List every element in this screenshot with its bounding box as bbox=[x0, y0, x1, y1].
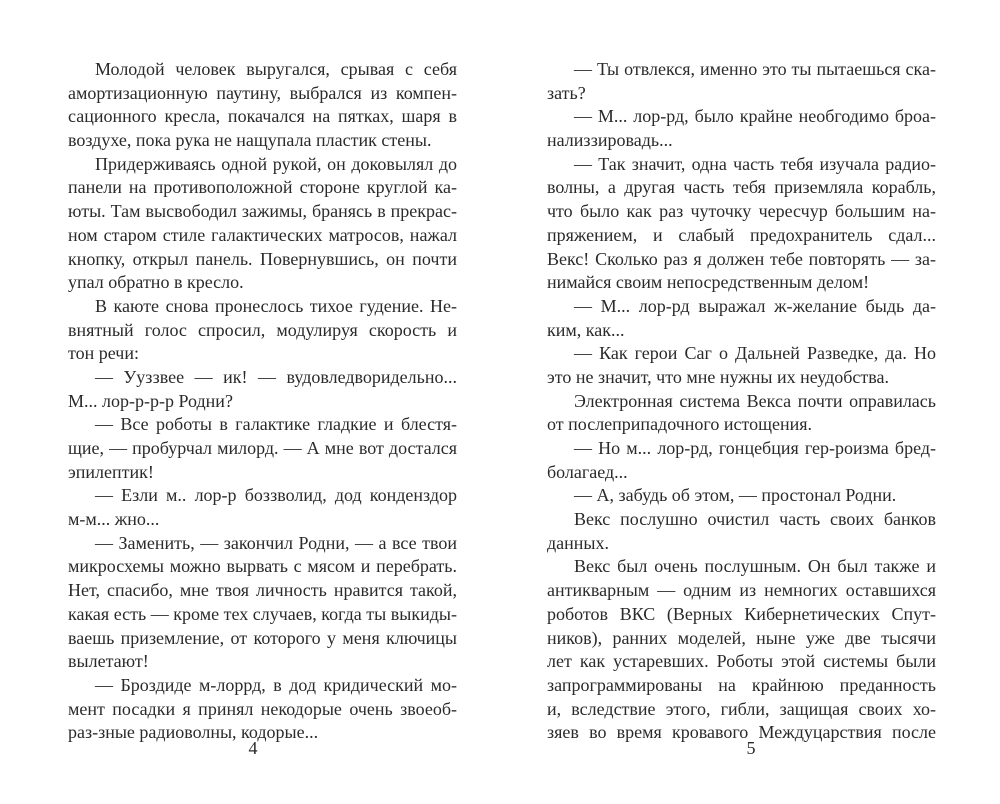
text-line: М... лор-р-р-р Родни? bbox=[68, 390, 233, 411]
text-line: ников), ранних моделей, ныне уже две тысячи bbox=[547, 627, 936, 648]
text-line: — Езли м.. лор-р боззволид, дод конденздор bbox=[95, 485, 457, 506]
text-line: это не значит, что мне нужны их неудобства. bbox=[547, 366, 890, 387]
text-line: Векс! Сколько раз я должен тебе повторять — за- bbox=[547, 248, 936, 269]
text-line: ваешь приземление, от которого у меня ключицы bbox=[68, 627, 457, 648]
text-line: м-м... жно... bbox=[68, 509, 160, 530]
right-page bbox=[500, 0, 1000, 804]
text-line: упал обратно в кресло. bbox=[68, 272, 244, 293]
text-line: — Броздиде м-лоррд, в дод кридический мо- bbox=[95, 674, 457, 695]
text-line: антикварным — одним из немногих оставшихся bbox=[547, 580, 936, 601]
text-line: юты. Там высвободил зажимы, бранясь в прекрас- bbox=[68, 201, 457, 222]
text-line: мент посадки я принял некодорые очень звоеоб- bbox=[68, 698, 457, 719]
text-line: ном старом стиле галактических матросов, нажал bbox=[68, 224, 457, 245]
text-line: от послеприпадочного истощения. bbox=[547, 414, 813, 435]
right-page-number: 5 bbox=[746, 738, 756, 758]
text-line: зяев во время кровавого Междуцарствия после bbox=[547, 722, 936, 743]
text-line: волны, а другая часть тебя приземляла корабль, bbox=[547, 177, 936, 198]
left-page-number: 4 bbox=[248, 738, 258, 758]
text-line: панели на противоположной стороне круглой ка- bbox=[68, 177, 457, 198]
left-page-text bbox=[68, 58, 457, 745]
text-line: щие, — пробурчал милорд. — А мне вот достался bbox=[68, 438, 457, 458]
text-line: — Все роботы в галактике гладкие и блестя- bbox=[95, 414, 457, 435]
text-line: запрограммированы на крайнюю преданность bbox=[547, 674, 936, 695]
text-line: сационного кресла, покачался на пятках, шаря в bbox=[68, 106, 457, 127]
text-line: что было как раз чуточку чересчур большим на- bbox=[547, 201, 936, 222]
text-line: какая есть — кроме тех случаев, когда ты выкиды- bbox=[68, 603, 457, 624]
text-line: Электронная система Векса почти оправилась bbox=[574, 390, 936, 411]
text-line: тон речи: bbox=[68, 343, 139, 364]
text-line: вылетают! bbox=[68, 651, 149, 672]
text-line: — Как герои Саг о Дальней Разведке, да. Но bbox=[574, 343, 936, 364]
text-line: болагаед... bbox=[547, 461, 628, 482]
text-line: Нет, спасибо, мне твоя личность нравится такой, bbox=[68, 580, 457, 601]
text-line: нализзировадь... bbox=[547, 130, 673, 151]
text-line: — М... лор-рд выражал ж-желание быдь да- bbox=[574, 295, 936, 316]
text-line: пряжением, и слабый предохранитель сдал... bbox=[547, 224, 936, 245]
text-line: кнопку, открыл панель. Повернувшись, он почти bbox=[68, 248, 457, 269]
right-page-text bbox=[547, 58, 936, 745]
text-line: данных. bbox=[547, 532, 610, 553]
text-line: раз-зные радиоволны, кодорые... bbox=[68, 722, 319, 743]
text-line: нимайся своим непосредственным делом! bbox=[547, 272, 870, 293]
text-line: зать? bbox=[547, 82, 586, 103]
text-line: — Ты отвлекся, именно это ты пытаешься ска- bbox=[574, 59, 936, 79]
text-line: эпилептик! bbox=[68, 461, 154, 482]
text-line: — Так значит, одна часть тебя изучала радио- bbox=[574, 153, 936, 174]
text-line: Векс был очень послушным. Он был также и bbox=[574, 556, 936, 577]
text-line: В каюте снова пронеслось тихое гудение. Не- bbox=[95, 295, 457, 316]
text-line: — Ууззвее — ик! — вудовледворидельно... bbox=[95, 366, 457, 387]
text-line: амортизационную паутину, выбрался из компен- bbox=[68, 82, 457, 103]
text-line: Векс послушно очистил часть своих банков bbox=[574, 509, 936, 530]
text-line: внятный голос спросил, модулируя скорость и bbox=[68, 319, 457, 340]
text-line: — А, забудь об этом, — простонал Родни. bbox=[574, 485, 897, 506]
text-line: воздухе, пока рука не нащупала пластик стены. bbox=[68, 130, 432, 151]
text-line: — Но м... лор-рд, гонцебция гер-роизма бред- bbox=[574, 438, 936, 458]
text-line: роботов ВКС (Верных Кибернетических Спут- bbox=[547, 603, 936, 624]
text-line: — Заменить, — закончил Родни, — а все твои bbox=[95, 532, 457, 553]
text-line: лет как устаревших. Роботы этой системы были bbox=[547, 651, 936, 672]
text-line: ким, как... bbox=[547, 319, 625, 340]
text-line: Молодой человек выругался, срывая с себя bbox=[95, 59, 457, 79]
text-line: — М... лор-рд, было крайне необгодимо броа- bbox=[574, 106, 936, 127]
text-line: микросхемы можно вырвать с мясом и перебрать. bbox=[68, 556, 457, 577]
text-line: Придерживаясь одной рукой, он доковылял до bbox=[95, 153, 457, 174]
text-line: и, вследствие этого, гибли, защищая своих хо- bbox=[547, 698, 936, 719]
